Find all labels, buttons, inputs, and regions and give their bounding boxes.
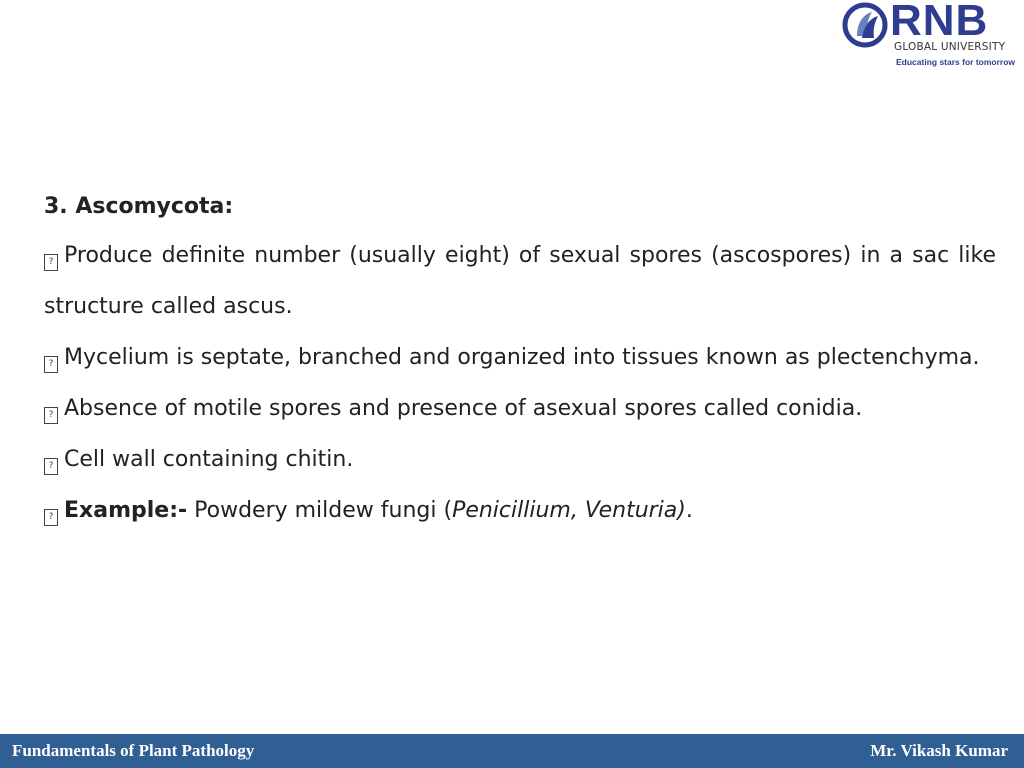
footer-course-title: Fundamentals of Plant Pathology — [12, 741, 255, 760]
bullet-icon: ? — [44, 356, 58, 373]
bullet-icon: ? — [44, 254, 58, 271]
bullet-text: Cell wall containing chitin. — [64, 447, 354, 472]
bullet-text: Produce definite number (usually eight) of sexual spores (ascospores) in a sac like structure called ascus. — [44, 243, 996, 319]
bullet-text: Mycelium is septate, branched and organized into tissues known as plectenchyma. — [64, 345, 980, 370]
bullet-point — [44, 434, 996, 485]
university-logo — [840, 0, 1024, 72]
bullet-point — [44, 230, 996, 332]
example-text: Powdery mildew fungi ( — [187, 498, 453, 523]
bullet-icon: ? — [44, 458, 58, 475]
example-species: Penicillium, Venturia) — [452, 498, 686, 523]
logo-tagline: Educating stars for tomorrow — [896, 57, 1016, 67]
bullet-point-example — [44, 485, 996, 536]
bullet-text: Absence of motile spores and presence of asexual spores called conidia. — [64, 396, 863, 421]
bullet-icon: ? — [44, 407, 58, 424]
bullet-point — [44, 332, 996, 383]
example-end: . — [685, 498, 693, 523]
logo-text: RNB — [890, 0, 989, 45]
footer-bar — [0, 734, 1024, 768]
slide-heading: 3. Ascomycota: — [44, 194, 234, 219]
bullet-icon: ? — [44, 509, 58, 526]
example-label: Example:- — [64, 498, 188, 523]
logo-subtitle: GLOBAL UNIVERSITY — [894, 41, 1006, 53]
footer-author: Mr. Vikash Kumar — [870, 741, 1008, 760]
logo-emblem-icon — [842, 2, 888, 48]
bullet-point — [44, 383, 996, 434]
slide-content — [44, 184, 996, 536]
